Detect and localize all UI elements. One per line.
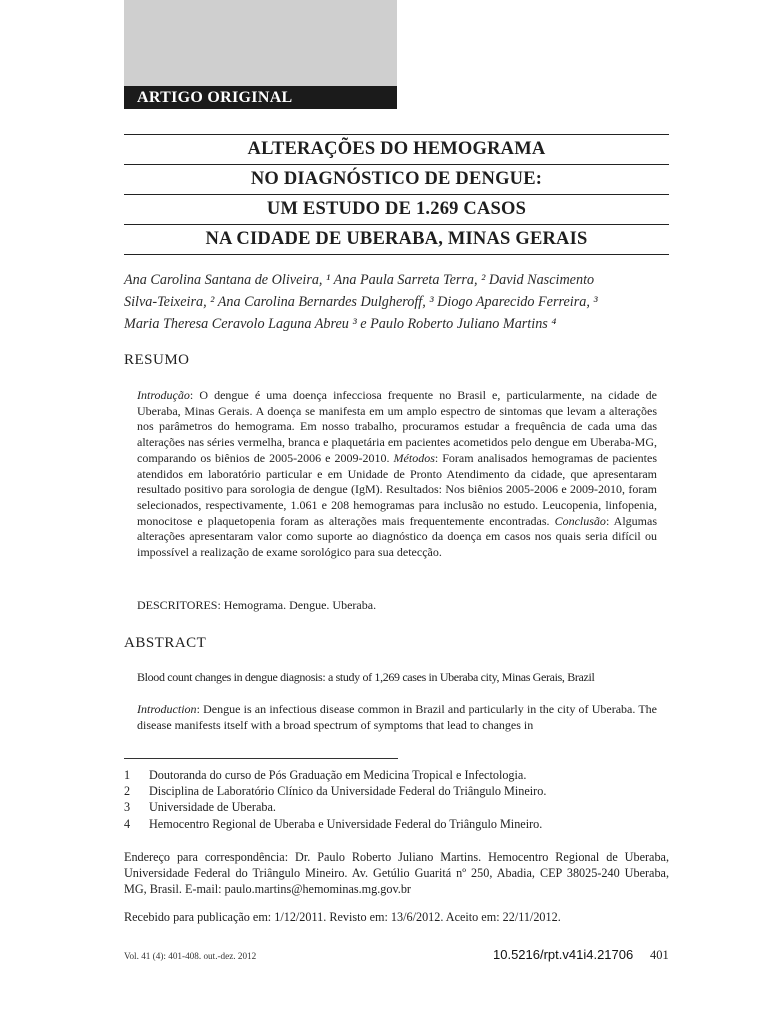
author-line: Maria Theresa Ceravolo Laguna Abreu ³ e Paulo Roberto Juliano Martins ⁴	[124, 316, 557, 332]
footnote-item	[124, 783, 684, 799]
header-gray-block	[124, 0, 397, 88]
page-number: 401	[650, 948, 669, 962]
footnote-text: Disciplina de Laboratório Clínico da Universidade Federal do Triângulo Mineiro.	[149, 784, 547, 799]
footnote-text: Doutoranda do curso de Pós Graduação em Medicina Tropical e Infectologia.	[149, 768, 527, 782]
title-line: NA CIDADE DE UBERABA, MINAS GERAIS	[124, 224, 669, 255]
introduction-text: : Dengue is an infectious disease common in Brazil and particularly in the city of Uberaba. The disease manifests itself with a broad spectrum of symptoms that lead to changes in	[137, 702, 657, 732]
introduction-label: Introduction	[137, 702, 197, 716]
title-line: ALTERAÇÕES DO HEMOGRAMA	[124, 134, 669, 164]
doi-link[interactable]: 10.5216/rpt.v41i4.21706	[493, 947, 634, 962]
english-title: Blood count changes in dengue diagnosis: a study of 1,269 cases in Uberaba city, Minas Gerais, Brazil	[137, 670, 595, 684]
footnotes	[124, 767, 684, 832]
footnote-text: Hemocentro Regional de Uberaba e Universidade Federal do Triângulo Mineiro.	[149, 816, 543, 831]
title-line: NO DIAGNÓSTICO DE DENGUE:	[124, 164, 669, 194]
footnote-number: 4	[124, 816, 131, 831]
resumo-body	[137, 388, 657, 561]
resumo-heading: RESUMO	[124, 352, 190, 368]
footnote-item	[124, 767, 684, 783]
correspondence-address: Endereço para correspondência: Dr. Paulo Roberto Juliano Martins. Hemocentro Regional de Uberaba, Universidade Federal do Triângulo Mineiro. Av. Getúlio Guaritá nº 250, Abadia, CEP 38025-240 Uberaba, MG, Brasil. E-mail: paulo.martins@hemominas.mg.gov.br	[124, 850, 669, 897]
footnote-item	[124, 816, 684, 832]
methods-label: Métodos	[393, 450, 435, 465]
footnote-number: 1	[124, 768, 131, 782]
footnote-number: 3	[124, 800, 131, 815]
footnote-number: 2	[124, 784, 131, 799]
footnote-text: Universidade de Uberaba.	[149, 800, 276, 815]
intro-text: : O dengue é uma doença infecciosa frequente no Brasil e, particularmente, na cidade de Uberaba, Minas Gerais. A doença se manifesta em um amplo espectro de sintomas que levam a alterações nos parâmetros do hemograma. Em nosso trabalho, procuramos estudar a frequência de cada uma das alterações nas séries vermelha, branca e plaquetária em pacientes acometidos pelo dengue em Uberaba-MG, comparando os biênios de 2005-2006 e 2009-2010.	[137, 388, 657, 465]
footnote-divider	[124, 758, 398, 759]
author-line: Ana Carolina Santana de Oliveira, ¹ Ana Paula Sarreta Terra, ² David Nascimento	[124, 272, 595, 288]
footnote-item	[124, 799, 684, 815]
author-line: Silva-Teixeira, ² Ana Carolina Bernardes Dulgheroff, ³ Diogo Aparecido Ferreira, ³	[124, 294, 598, 310]
conclusion-text: : Algumas alterações apresentaram valor como suporte ao diagnóstico da doença em casos nos quais seria difícil ou impossível a realização de exame sorológico para sua detecção.	[137, 513, 657, 560]
conclusion-label: Conclusão	[554, 513, 606, 528]
journal-citation: Vol. 41 (4): 401-408. out.-dez. 2012	[124, 951, 257, 961]
descritores: DESCRITORES: Hemograma. Dengue. Uberaba.	[137, 598, 377, 612]
title-line: UM ESTUDO DE 1.269 CASOS	[124, 194, 669, 224]
abstract-heading: ABSTRACT	[124, 635, 207, 651]
received-dates: Recebido para publicação em: 1/12/2011. Revisto em: 13/6/2012. Aceito em: 22/11/2012.	[124, 910, 561, 924]
methods-text: : Foram analisados hemogramas de pacientes atendidos em laboratório particular e em Unidade de Pronto Atendimento da cidade, que apresentaram resultado positivo para sorologia de dengue (IgM). Resultados: Nos biênios 2005-2006 e 2009-2010, foram selecionados, respectivamente, 1.061 e 208 hemogramas para inclusão no estudo. Leucopenia, linfopenia, monocitose e plaquetopenia foram as alterações mais frequentemente encontradas.	[137, 450, 657, 528]
article-title	[124, 134, 669, 255]
author-list	[124, 269, 672, 335]
article-type-label: ARTIGO ORIGINAL	[124, 86, 397, 109]
abstract-body	[137, 702, 657, 733]
intro-label: Introdução	[137, 388, 190, 402]
